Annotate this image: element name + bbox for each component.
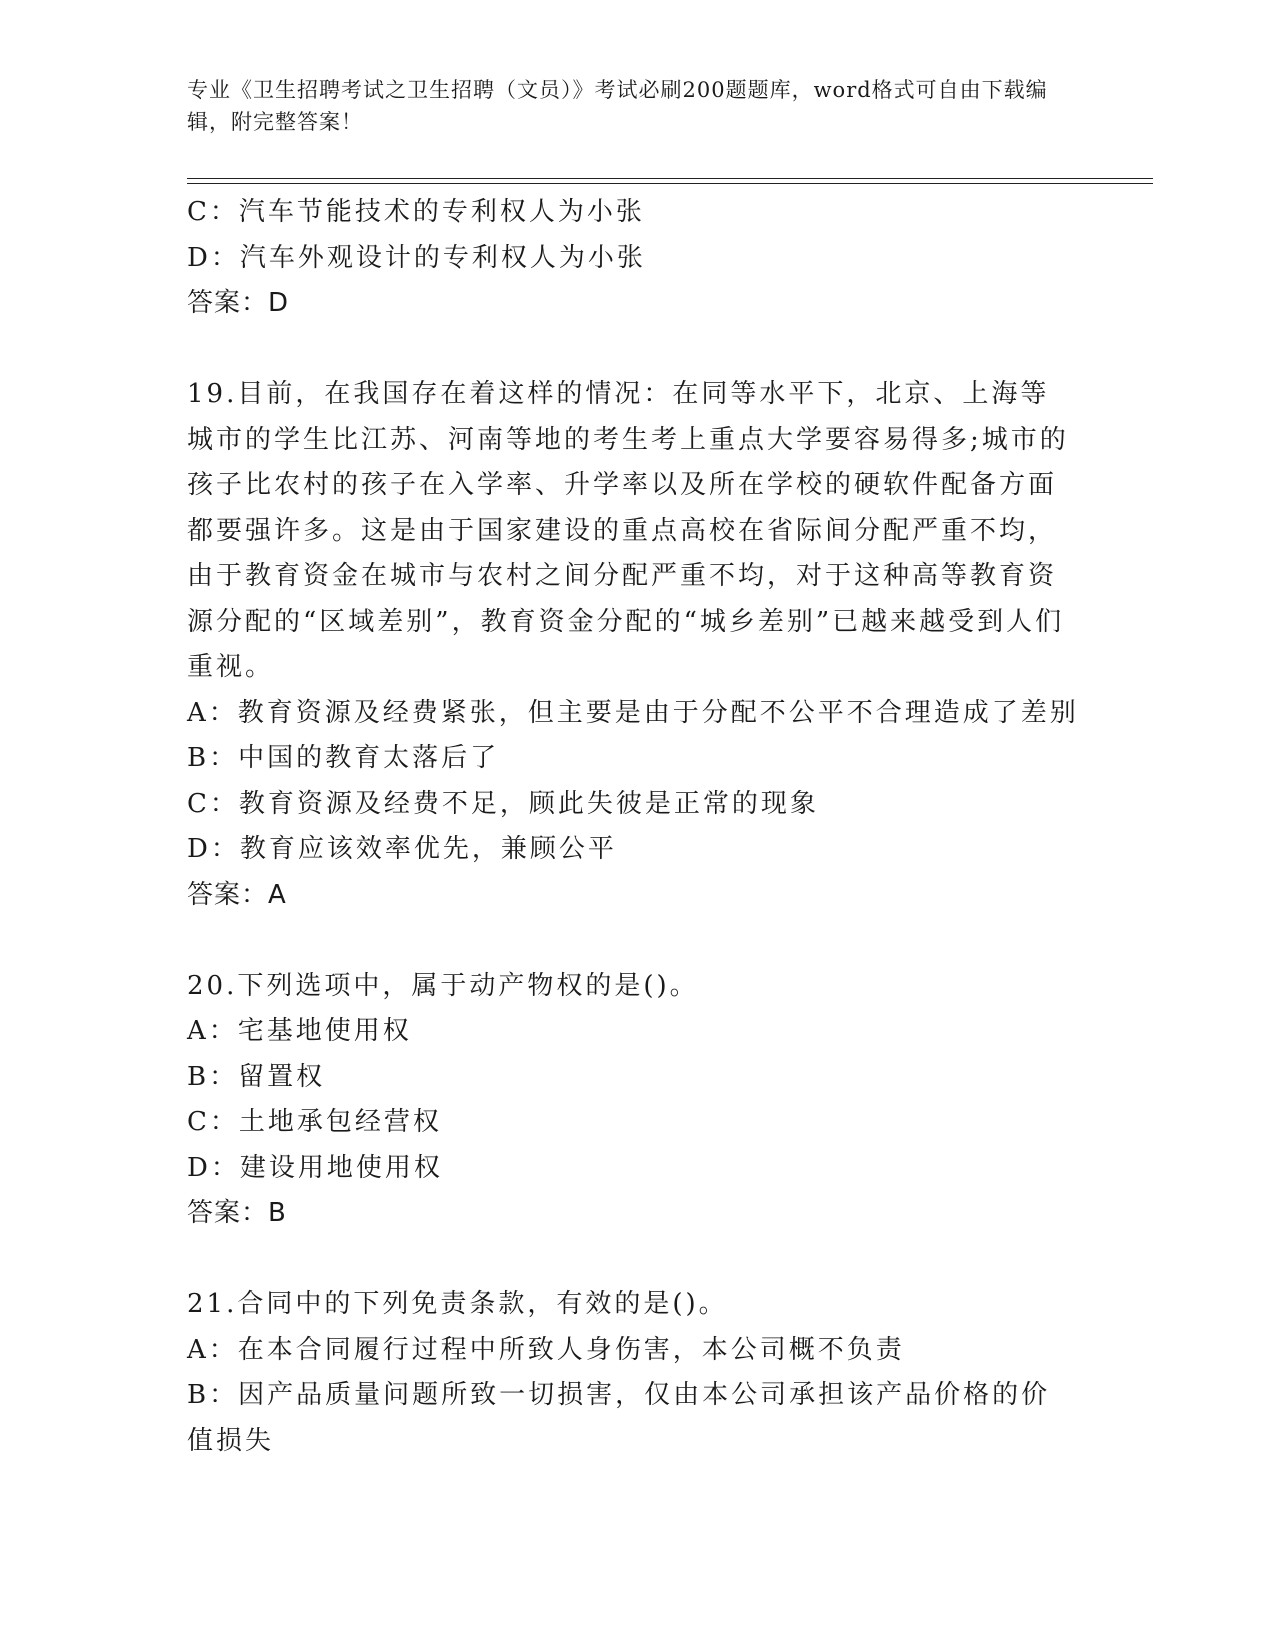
question-text: 19.目前，在我国存在着这样的情况：在同等水平下，北京、上海等城市的学生比江苏、河南等地的考生考上重点大学要容易得多;城市的孩子比农村的孩子在入学率、升学率以及所在学校的硬软件配备方面都要强许多。这是由于国家建设的重点高校在省际间分配严重不均，由于教育资金在城市与农村之间分配严重不均，对于这种高等教育资源分配的“区域差别”，教育资金分配的“城乡差别”已越来越受到人们重视。 (187, 379, 1069, 682)
option-d: D：汽车外观设计的专利权人为小张 (187, 242, 646, 273)
answer-line: 答案：D (187, 288, 290, 318)
question-19 (187, 372, 1077, 918)
answer-line: 答案：B (187, 1198, 287, 1228)
question-20 (187, 964, 1077, 1237)
option-a: A：教育资源及经费紧张，但主要是由于分配不公平不合理造成了差别 (187, 697, 1079, 728)
option-a: A：在本合同履行过程中所致人身伤害，本公司概不负责 (187, 1334, 905, 1365)
document-header (187, 74, 1067, 138)
option-a: A：宅基地使用权 (187, 1016, 412, 1046)
question-text: 21.合同中的下列免责条款，有效的是()。 (187, 1289, 728, 1319)
option-c: C：教育资源及经费不足，顾此失彼是正常的现象 (187, 788, 819, 819)
option-d: D：建设用地使用权 (187, 1152, 443, 1183)
question-text: 20.下列选项中，属于动产物权的是()。 (187, 970, 699, 1001)
question-21 (187, 1282, 1077, 1464)
answer-line: 答案：A (187, 879, 287, 910)
header-divider-bottom (187, 183, 1153, 184)
option-b: B：因产品质量问题所致一切损害，仅由本公司承担该产品价格的价值损失 (187, 1380, 1051, 1456)
document-body (187, 190, 1077, 1464)
header-divider-top (187, 178, 1153, 179)
option-d: D：教育应该效率优先，兼顾公平 (187, 834, 617, 864)
question-18-tail (187, 190, 1077, 327)
option-b: B：中国的教育太落后了 (187, 743, 500, 773)
header-text: 专业《卫生招聘考试之卫生招聘（文员）》考试必刷200题题库，word格式可自由下载编辑，附完整答案！ (187, 78, 1048, 134)
option-c: C：汽车节能技术的专利权人为小张 (187, 197, 645, 227)
option-b: B：留置权 (187, 1061, 326, 1092)
option-c: C：土地承包经营权 (187, 1107, 442, 1137)
